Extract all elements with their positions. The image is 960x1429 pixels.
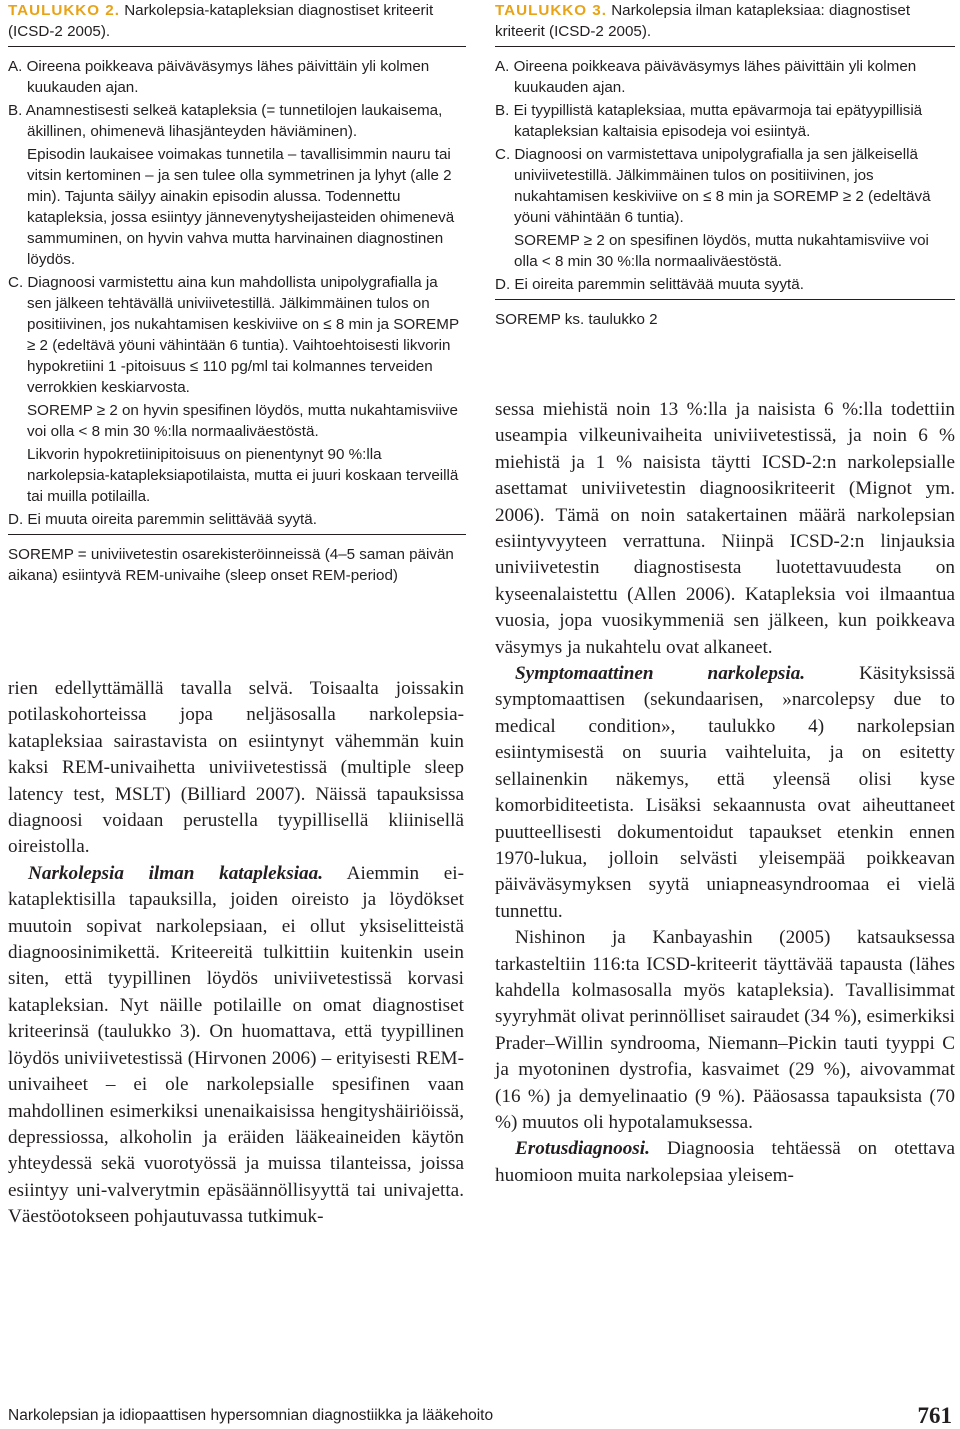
table-2-item-a: A. Oireena poikkeava päiväväsymys lähes päivittäin yli kolmen kuukauden ajan. — [8, 58, 430, 96]
table-2-bottom-rule — [8, 534, 466, 535]
body-left-paragraph-2-text: Aiemmin ei-kataplektisilla tapauksilla, joiden oireisto ja löydökset muutoin sopivat narkolepsiaan, ei ollut yksiselitteistä diagnoosinimikettä. Kriteereitä tulkittiin kuitenkin usein siten, että tyypillinen löydös univiivetestissä korvasi katapleksian. Nyt näille potilaille on omat diagnostiset kriteerinsä (taulukko 3). On huomattava, että tyypillinen löydös univiivetestissä (Hirvonen 2006) – erityisesti REM-univaiheet – ei ole narkolepsialle spesifinen vaan mahdollinen esimerkiksi unenaikaisissa hengityshäiriöissä, depressiossa, alkoholin ja eräiden lääkeaineiden käytön yhteydessä sekä vuorotyössä ja muissa tilanteissa, joissa esiintyy uni-valverytmin epäsäännöllisyyttä tai univajetta. Väestöotokseen pohjautuvassa tutkimuk- — [8, 862, 464, 1228]
body-right-paragraph-2-text: Käsityksissä symptomaattisen (sekundaarisen, »narcolepsy due to medical condition», taulukko 4) narkolepsian esiintymisestä on suuria vaihteluita, ja on esitetty sellainenkin näkemys, että yleensä olisi kyse komorbiditeetista. Lisäksi sekaannusta ovat aiheuttaneet puutteellisesti dokumentoidut tapaukset etenkin ennen 1970-lukua, jolloin selvästi yleisempää poikkeavan päiväväsymyksen syytä uniapneasyndroomaa ei vielä tunnettu. — [495, 663, 955, 922]
body-column-right — [495, 397, 955, 1189]
body-right-paragraph-2 — [495, 661, 955, 925]
body-right-paragraph-4 — [495, 1136, 955, 1189]
table-2-item-c-detail-2: Likvorin hypokretiinipitoisuus on pienentynyt 90 %:lla narkolepsia-katapleksiapotilaista, mutta ei juuri koskaan terveillä tai muilla potilailla. — [27, 446, 459, 505]
table-2-item-d: D. Ei muuta oireita paremmin selittävää syytä. — [8, 511, 317, 528]
table-3-label: TAULUKKO 3. — [495, 2, 607, 19]
table-3-bottom-rule — [495, 299, 955, 300]
table-2-item-c-detail-1: SOREMP ≥ 2 on hyvin spesifinen löydös, mutta nukahtamisviive voi olla < 8 min 30 %:lla normaaliväestöstä. — [27, 402, 458, 440]
table-3-item-c: C. Diagnoosi on varmistettava unipolygrafialla ja sen jälkeisellä univiivetestillä. Jälkimmäinen tulos on positiivinen, jos nukahtamisen keskiviive on ≤ 8 min ja SOREMP ≥ 2 (edeltävä yöuni vähintään 6 tuntia). — [495, 146, 931, 226]
body-right-paragraph-1: sessa miehistä noin 13 %:lla ja naisista 6 %:lla todettiin useampia vilkeunivaiheita univiivetestissä, ja noin 6 % miehistä ja 1 % naisista täytti ICSD-2:n narkolepsialle asettamat univiivetestin diagnoosikriteerit (Mignot ym. 2006). Tämä on noin satakertainen määrä narkolepsian esiintyvyyteen verrattuna. Niinpä ICSD-2:n linjauksia univiivetestin diagnostisesta luotettavuudesta on kyseenalaistettu (Allen 2006). Katapleksia voi ilmaantua vuosia, jopa vuosikymmeniä sen jälkeen, kun poikkeava väsymys ja nukahtelu ovat alkaneet. — [495, 399, 955, 658]
table-3 — [495, 0, 955, 330]
section-heading-symptomatic-narcolepsy: Symptomaattinen narkolepsia. — [515, 663, 806, 685]
body-right-paragraph-3: Nishinon ja Kanbayashin (2005) katsauksessa tarkasteltiin 116:ta ICSD-kriteerit täyttävää tapausta (lähes kahdella kolmasosalla myös katapleksia). Tavallisimmat syyryhmät olivat perinnölliset sairaudet (34 %), esimerkiksi Prader–Willin syndrooma, Niemann–Pickin tauti tyyppi C ja myotoninen dystrofia, kasvaimet (29 %), aivovammat (16 %) ja demyelinaatio (9 %). Pääosassa tapauksista (70 %) muutos oli hypotalamuksessa. — [495, 927, 955, 1133]
body-left-paragraph-1: rien edellyttämällä tavalla selvä. Toisaalta joissakin potilaskohorteissa jopa neljäsosalla narkolepsia-katapleksiaa sairastavista on esiintynyt vähemmän kuin kaksi REM-univaihetta univiivetestissä (multiple sleep latency test, MSLT) (Billiard 2007). Näissä tapauksissa diagnoosi voidaan perustella tyypillisellä kliinisellä oireistolla. — [8, 678, 464, 858]
body-column-left — [8, 676, 464, 1231]
table-3-item-b: B. Ei tyypillistä katapleksiaa, mutta epävarmoja tai epätyypillisiä katapleksian kaltaisia episodeja voi esiintyä. — [495, 102, 923, 140]
table-3-item-d: D. Ei oireita paremmin selittävää muuta syytä. — [495, 276, 804, 293]
table-2-item-b-detail: Episodin laukaisee voimakas tunnetila – tavallisimmin nauru tai vitsin kertominen – ja sen tulee olla symmetrinen ja lyhyt (alle 2 min). Tajunta säilyy ainakin episodin alussa. Todennettu katapleksia, jossa esiintyy jännevenytysheijasteiden ohimenevä sammuminen, on hyvin vahva mutta harvinainen diagnostinen löydös. — [27, 146, 455, 268]
section-heading-differential-diagnosis: Erotusdiagnoosi. — [515, 1138, 650, 1160]
table-2-top-rule — [8, 46, 466, 47]
section-heading-narcolepsy-without-cataplexy: Narkolepsia ilman katapleksiaa. — [28, 862, 324, 884]
table-2 — [8, 0, 466, 586]
table-3-footnote: SOREMP ks. taulukko 2 — [495, 311, 658, 328]
running-footer-title: Narkolepsian ja idiopaattisen hypersomnian diagnostiikka ja lääkehoito — [8, 1407, 494, 1424]
table-3-item-a: A. Oireena poikkeava päiväväsymys lähes päivittäin yli kolmen kuukauden ajan. — [495, 58, 917, 96]
table-3-item-c-detail: SOREMP ≥ 2 on spesifinen löydös, mutta nukahtamisviive voi olla < 8 min 30 %:lla normaaliväestöstä. — [514, 232, 929, 270]
table-2-footnote: SOREMP = univiivetestin osarekisteröinneissä (4–5 saman päivän aikana) esiintyvä REM-univaihe (sleep onset REM-period) — [8, 546, 454, 584]
table-2-item-b: B. Anamnestisesti selkeä katapleksia (= tunnetilojen laukaisema, äkillinen, ohimenevä lihasjänteyden häviäminen). — [8, 102, 443, 140]
table-3-title: Narkolepsia ilman katapleksiaa: diagnostiset kriteerit (ICSD-2 2005). — [495, 2, 911, 40]
table-3-caption — [495, 0, 955, 42]
body-left-paragraph-2 — [8, 861, 464, 1231]
table-2-item-c: C. Diagnoosi varmistettu aina kun mahdollista unipolygrafialla ja sen jälkeen tehtävällä univiivetestillä. Jälkimmäinen tulos on positiivinen, jos nukahtamisen keskiviive on ≤ 8 min ja SOREMP ≥ 2 (edeltävä yöuni vähintään 6 tuntia). Vaihtoehtoisesti likvorin hypokretiini 1 -pitoisuus ≤ 110 pg/ml tai kolmannes terveiden verrokkien keskiarvosta. — [8, 274, 459, 396]
body-right-paragraph-4-text: Diagnoosia tehtäessä on otettava huomioon muita narkolepsiaa yleisem- — [495, 1138, 955, 1186]
table-2-label: TAULUKKO 2. — [8, 2, 120, 19]
table-2-title: Narkolepsia-katapleksian diagnostiset kriteerit (ICSD-2 2005). — [8, 2, 434, 40]
table-2-caption — [8, 0, 466, 42]
page-number: 761 — [917, 1403, 952, 1428]
table-3-top-rule — [495, 46, 955, 47]
